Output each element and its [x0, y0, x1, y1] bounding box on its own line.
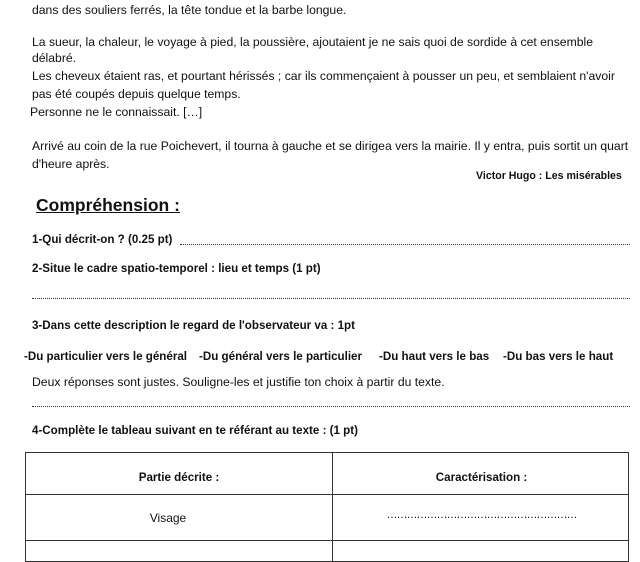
question-4: 4-Complète le tableau suivant en te référant au texte : (1 pt) — [32, 424, 358, 437]
table-divider — [26, 494, 628, 495]
passage-line: Arrivé au coin de la rue Poichevert, il tourna à gauche et se dirigea vers la mairie. Il y entra, puis sortit un quart — [32, 139, 629, 153]
passage-line: Personne ne le connaissait. […] — [30, 105, 203, 119]
answer-line[interactable] — [180, 244, 630, 245]
table-header-part: Partie décrite : — [138, 471, 220, 484]
answer-line[interactable] — [32, 406, 630, 407]
question-3: 3-Dans cette description le regard de l'observateur va : 1pt — [32, 319, 355, 332]
table-header-characterisation: Caractérisation : — [435, 471, 528, 484]
description-table — [25, 452, 629, 562]
answer-line[interactable] — [32, 298, 630, 299]
q3-instruction: Deux réponses sont justes. Souligne-les et justifie ton choix à partir du texte. — [32, 375, 445, 389]
q3-option[interactable]: -Du particulier vers le général — [24, 350, 188, 363]
passage-line: dans des souliers ferrés, la tête tondue et la barbe longue. — [32, 3, 347, 17]
table-cell-answer[interactable]: ………………………………………………… — [386, 509, 577, 521]
question-1: 1-Qui décrit-on ? (0.25 pt) — [32, 233, 173, 246]
table-cell-part: Visage — [149, 511, 187, 525]
attribution: Victor Hugo : Les misérables — [476, 170, 622, 182]
passage-line: pas été coupés depuis quelque temps. — [32, 87, 241, 101]
section-title: Compréhension : — [36, 195, 180, 215]
q3-option[interactable]: -Du général vers le particulier — [199, 350, 363, 363]
q3-option[interactable]: -Du bas vers le haut — [503, 350, 614, 363]
passage-line: délabré. — [32, 51, 77, 65]
passage-line: d'heure après. — [32, 157, 110, 171]
question-2: 2-Situe le cadre spatio-temporel : lieu et temps (1 pt) — [32, 262, 321, 275]
q3-option[interactable]: -Du haut vers le bas — [379, 350, 490, 363]
passage-line: Les cheveux étaient ras, et pourtant hérissés ; car ils commençaient à pousser un peu, et semblaient n'avoir — [32, 69, 615, 83]
passage-line: La sueur, la chaleur, le voyage à pied, la poussière, ajoutaient je ne sais quoi de sordide à cet ensemble — [32, 35, 593, 49]
table-divider — [26, 540, 628, 541]
